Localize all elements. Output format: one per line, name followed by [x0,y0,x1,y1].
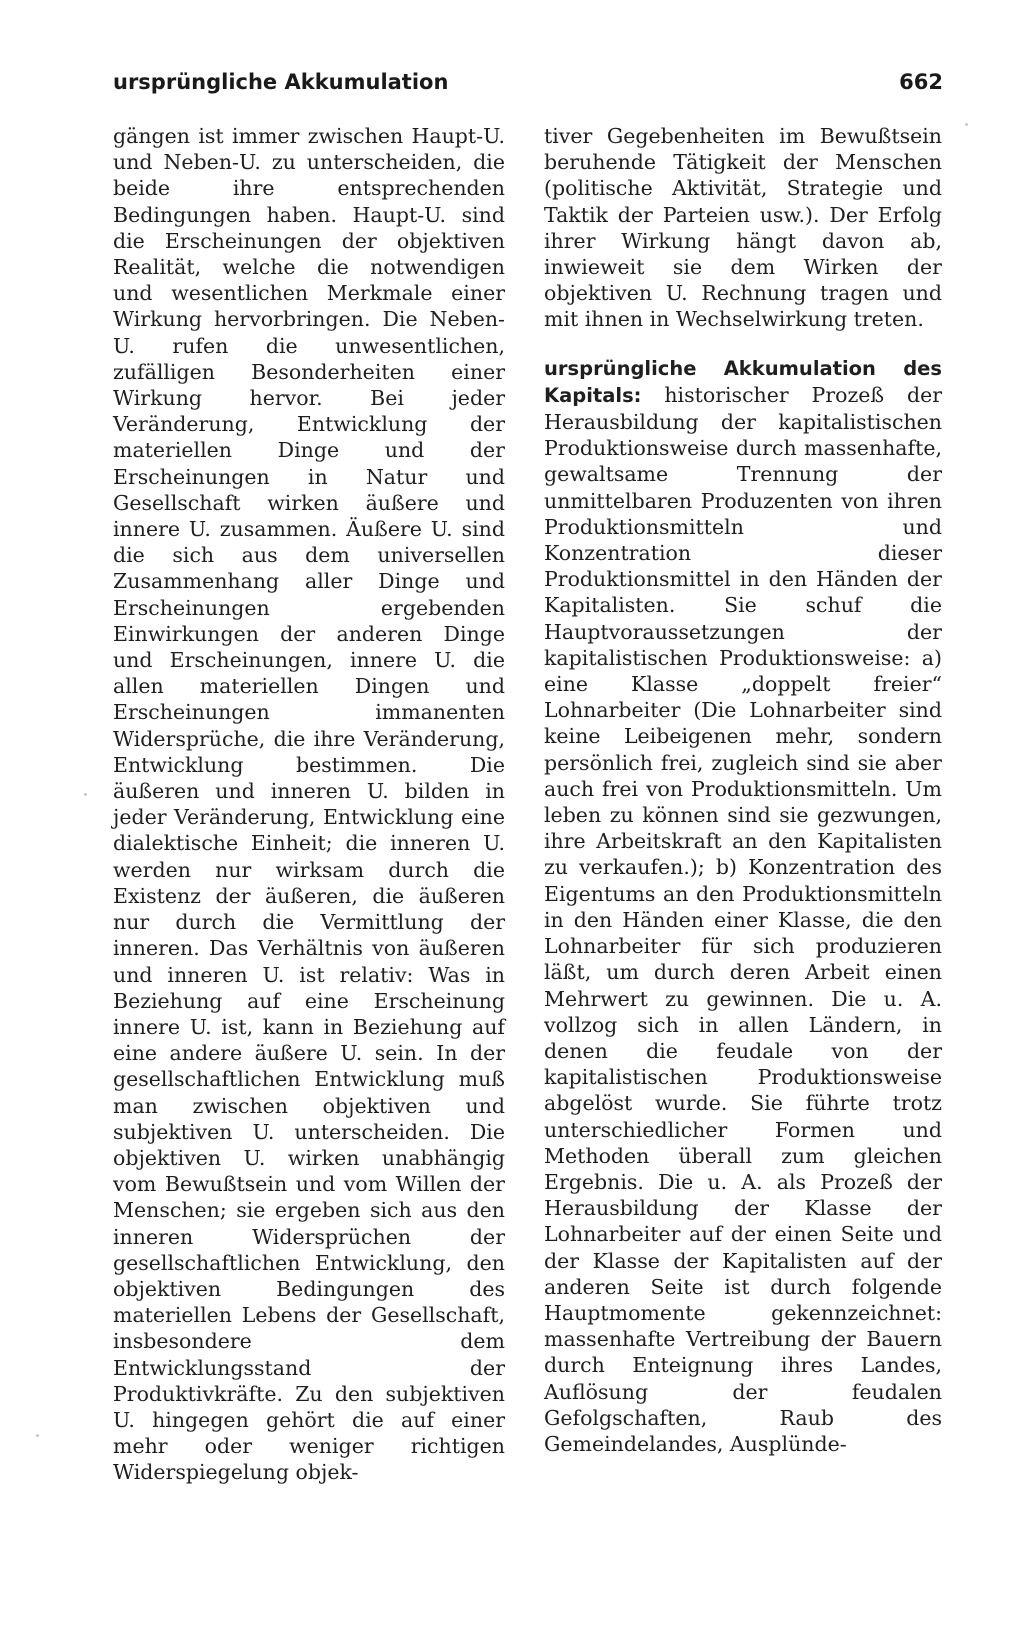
scan-speck [36,1434,39,1437]
page-number: 662 [899,70,943,94]
entry-headword: ursprüngliche Akkumulation des Kapitals: [544,356,942,407]
scan-speck [965,123,968,126]
entry-continuation-paragraph: tiver Gegebenheiten im Bewußtsein beruhende Tätigkeit der Menschen (politische Aktivität, Strategie und Taktik der Parteien usw.). Der Erfolg ihrer Wirkung hängt davon ab, inwieweit sie dem Wirken der objektiven U. Rechnung tragen und mit ihnen in Wechselwirkung treten. [544,124,942,332]
entry-body: historischer Prozeß der Herausbildung der kapitalistischen Produktionsweise durch massenhafte, gewaltsame Trennung der unmittelbaren Produzenten von ihren Produktionsmitteln und Konzentration dieser Produktionsmittel in den Händen der Kapitalisten. Sie schuf die Hauptvoraussetzungen der kapitalistischen Produktionsweise: a) eine Klasse „doppelt freier“ Lohnarbeiter (Die Lohnarbeiter sind keine Leibeigenen mehr, sondern persönlich frei, zugleich sind sie aber auch frei von Produktionsmitteln. Um leben zu können sind sie gezwungen, ihre Arbeitskraft an den Kapitalisten zu verkaufen.); b) Konzentration des Eigentums an den Produktionsmitteln in den Händen einer Klasse, die den Lohnarbeiter für sich produzieren läßt, um durch deren Arbeit einen Mehrwert zu gewinnen. Die u. A. vollzog sich in allen Ländern, in denen die feudale von der kapitalistischen Produktionsweise abgelöst wurde. Sie führte trotz unterschiedlicher Formen und Methoden überall zum gleichen Ergebnis. Die u. A. als Prozeß der Herausbildung der Klasse der Lohnarbeiter auf der einen Seite und der Klasse der Kapitalisten auf der anderen Seite ist durch folgende Hauptmomente gekennzeichnet: massenhafte Vertreibung der Bauern durch Enteignung ihres Landes, Auflösung der feudalen Gefolgschaften, Raub des Gemeindelandes, Ausplünde- [544,382,942,1456]
scan-speck [84,793,87,796]
running-title: ursprüngliche Akkumulation [113,70,449,94]
right-text-column [544,123,942,1457]
entry-continuation-paragraph: gängen ist immer zwischen Haupt-U. und Neben-U. zu unterscheiden, die beide ihre entsprechenden Bedingungen haben. Haupt-U. sind die Erscheinungen der objektiven Realität, welche die notwendigen und wesentlichen Merkmale einer Wirkung hervorbringen. Die Neben-U. rufen die unwesentlichen, zufälligen Besonderheiten einer Wirkung hervor. Bei jeder Veränderung, Entwicklung der materiellen Dinge und der Erscheinungen in Natur und Gesellschaft wirken äußere und innere U. zusammen. Äußere U. sind die sich aus dem universellen Zusammenhang aller Dinge und Erscheinungen ergebenden Einwirkungen der anderen Dinge und Erscheinungen, innere U. die allen materiellen Dingen und Erscheinungen immanenten Widersprüche, die ihre Veränderung, Entwicklung bestimmen. Die äußeren und inneren U. bilden in jeder Veränderung, Entwicklung eine dialektische Einheit; die inneren U. werden nur wirksam durch die Existenz der äußeren, die äußeren nur durch die Vermittlung der inneren. Das Verhältnis von äußeren und inneren U. ist relativ: Was in Beziehung auf eine Erscheinung innere U. ist, kann in Beziehung auf eine andere äußere U. sein. In der gesellschaftlichen Entwicklung muß man zwischen objektiven und subjektiven U. unterscheiden. Die objektiven U. wirken unabhängig vom Bewußtsein und vom Willen der Menschen; sie ergeben sich aus den inneren Widersprüchen der gesellschaftlichen Entwicklung, den objektiven Bedingungen des materiellen Lebens der Gesellschaft, insbesondere dem Entwicklungsstand der Produktivkräfte. Zu den subjektiven U. hingegen gehört die auf einer mehr oder weniger richtigen Widerspiegelung objek- [113,124,505,1485]
dictionary-entry [544,355,942,1458]
running-header [113,70,943,104]
left-text-column [113,123,505,1486]
